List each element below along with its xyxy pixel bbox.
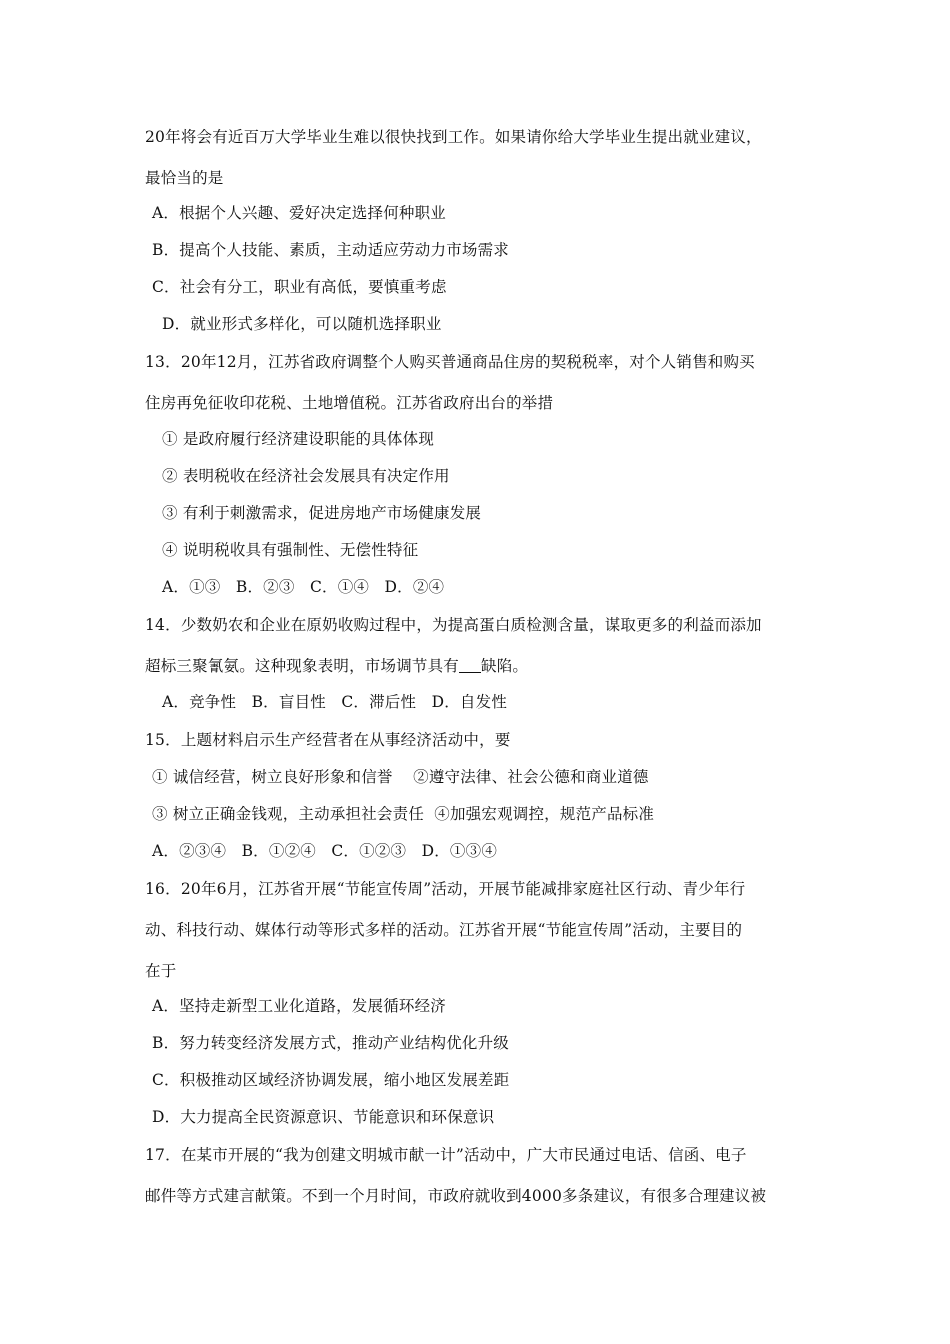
statement-line: ③ 树立正确金钱观，主动承担社会责任 ④加强宏观调控，规范产品标准 [152, 805, 655, 823]
statement-4: ④ 说明税收具有强制性、无偿性特征 [162, 541, 419, 559]
text-line [145, 656, 528, 676]
statement-2: ② 表明税收在经济社会发展具有决定作用 [162, 467, 450, 485]
text-segment: 超标三聚氰氨。这种现象表明，市场调节具有 [145, 657, 460, 675]
option-d: D．就业形式多样化，可以随机选择职业 [162, 315, 442, 333]
option-c: C．积极推动区域经济协调发展，缩小地区发展差距 [152, 1071, 510, 1089]
text-line: 邮件等方式建言献策。不到一个月时间，市政府就收到4000多条建议，有很多合理建议被 [145, 1187, 767, 1205]
text-line: 20年将会有近百万大学毕业生难以很快找到工作。如果请你给大学毕业生提出就业建议， [145, 128, 762, 146]
option-b: B．提高个人技能、素质，主动适应劳动力市场需求 [152, 241, 509, 259]
question-16: 16．20年6月，江苏省开展“节能宣传周”活动，开展节能减排家庭社区行动、青少年行 [145, 880, 746, 898]
text-line: 最恰当的是 [145, 169, 224, 187]
answer-options: A．①③ B．②③ C．①④ D．②④ [162, 578, 445, 596]
question-15: 15．上题材料启示生产经营者在从事经济活动中，要 [145, 731, 511, 749]
option-a: A．根据个人兴趣、爱好决定选择何种职业 [152, 204, 446, 222]
question-17: 17．在某市开展的“我为创建文明城市献一计”活动中，广大市民通过电话、信函、电子 [145, 1146, 747, 1164]
text-segment: 缺陷。 [481, 657, 529, 675]
answer-blank [459, 657, 481, 673]
option-c: C．社会有分工，职业有高低，要慎重考虑 [152, 278, 447, 296]
option-a: A．坚持走新型工业化道路，发展循环经济 [152, 997, 446, 1015]
option-b: B．努力转变经济发展方式，推动产业结构优化升级 [152, 1034, 509, 1052]
answer-options: A．②③④ B．①②④ C．①②③ D．①③④ [152, 842, 498, 860]
question-13: 13．20年12月，江苏省政府调整个人购买普通商品住房的契税税率，对个人销售和购买 [145, 353, 755, 371]
statement-3: ③ 有利于刺激需求，促进房地产市场健康发展 [162, 504, 482, 522]
statement-1: ① 是政府履行经济建设职能的具体体现 [162, 430, 435, 448]
answer-options: A．竞争性 B．盲目性 C．滞后性 D．自发性 [162, 693, 508, 711]
text-line: 在于 [145, 962, 177, 980]
text-line: 住房再免征收印花税、土地增值税。江苏省政府出台的举措 [145, 394, 554, 412]
option-d: D．大力提高全民资源意识、节能意识和环保意识 [152, 1108, 495, 1126]
question-14: 14．少数奶农和企业在原奶收购过程中，为提高蛋白质检测含量，谋取更多的利益而添加 [145, 616, 762, 634]
statement-line: ① 诚信经营，树立良好形象和信誉 ②遵守法律、社会公德和商业道德 [152, 768, 649, 786]
text-line: 动、科技行动、媒体行动等形式多样的活动。江苏省开展“节能宣传周”活动，主要目的 [145, 921, 743, 939]
